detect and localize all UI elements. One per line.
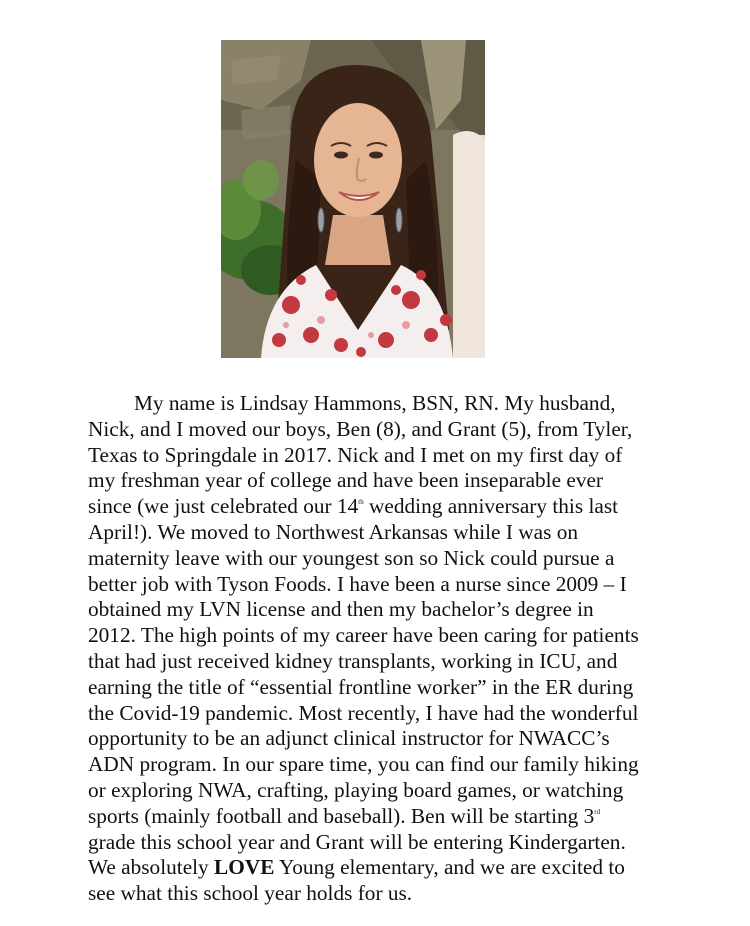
- bio-line: obtained my LVN license and then my bachelor’s degree in: [88, 597, 594, 622]
- bio-line: opportunity to be an adjunct clinical instructor for NWACC’s: [88, 726, 610, 751]
- bio-paragraph: [88, 391, 678, 907]
- bio-line: that had just received kidney transplants, working in ICU, and: [88, 648, 618, 673]
- bio-line: see what this school year holds for us.: [88, 881, 413, 906]
- ordinal-suffix: th: [358, 498, 364, 507]
- bio-text: We absolutely: [88, 855, 215, 880]
- bio-line: April!). We moved to Northwest Arkansas while I was on: [88, 519, 578, 544]
- bio-line: ADN program. In our spare time, you can find our family hiking: [88, 752, 639, 777]
- bio-line: 2012. The high points of my career have been caring for patients: [88, 623, 639, 648]
- bio-line: better job with Tyson Foods. I have been a nurse since 2009 – I: [88, 571, 627, 596]
- bio-line: or exploring NWA, crafting, playing board games, or watching: [88, 777, 624, 802]
- bio-text: since (we just celebrated our 14: [88, 494, 359, 519]
- bio-line: earning the title of “essential frontline worker” in the ER during: [88, 674, 634, 699]
- bio-line: the Covid-19 pandemic. Most recently, I have had the wonderful: [88, 700, 639, 725]
- bio-text: wedding anniversary this last: [363, 494, 619, 519]
- bio-line: grade this school year and Grant will be entering Kindergarten.: [88, 829, 626, 854]
- bio-text: sports (mainly football and baseball). Ben will be starting 3: [88, 803, 595, 828]
- bio-line: Nick, and I moved our boys, Ben (8), and Grant (5), from Tyler,: [88, 416, 633, 441]
- portrait-image: [221, 40, 485, 358]
- bio-line: [88, 804, 678, 830]
- bio-line: maternity leave with our youngest son so Nick could pursue a: [88, 545, 615, 570]
- bio-line: Texas to Springdale in 2017. Nick and I met on my first day of: [88, 442, 623, 467]
- bio-line: my freshman year of college and have been inseparable ever: [88, 468, 604, 493]
- ordinal-suffix: rd: [594, 807, 601, 816]
- bio-line: [88, 494, 678, 520]
- bio-text: Young elementary, and we are excited to: [274, 855, 625, 880]
- portrait-photo: [221, 40, 485, 358]
- bio-line: [88, 855, 678, 881]
- bio-line: My name is Lindsay Hammons, BSN, RN. My husband,: [134, 391, 616, 415]
- emphasis-love: LOVE: [214, 855, 275, 880]
